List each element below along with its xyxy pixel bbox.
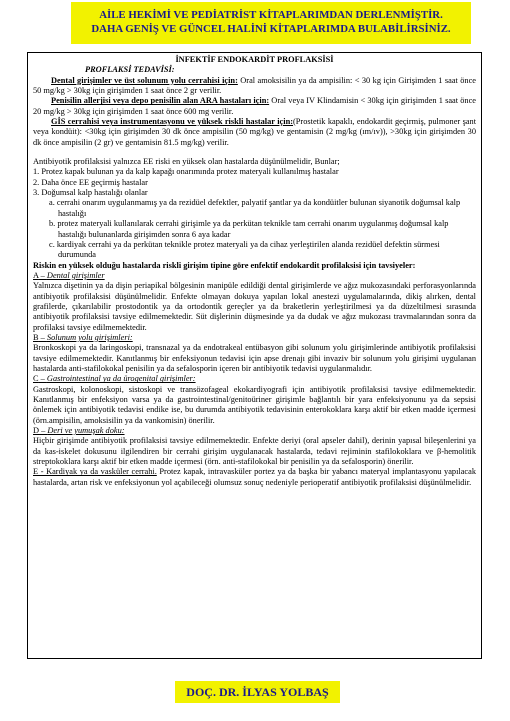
section-b-heading: B – Solunum yolu girişimleri: xyxy=(33,332,133,342)
sublist-item: b. protez materyali kullanılarak cerrahi girişimle ya da perkütan teknikle tam cerrahi onarım uygulanmış doğumsal kalp hastalığı bulunanlarda girişimden sonra 6 aya kadar xyxy=(49,219,449,239)
section-c-title: Gastrointestinal ya da ürogenital girişimler: xyxy=(46,374,196,384)
section-d-letter: D xyxy=(33,426,40,436)
spacer xyxy=(33,148,476,157)
section-d-text: Hiçbir girişimde antibiyotik profilaksisi tavsiye edilmemektedir. Enfekte deriyi (oral apseler dahil), derinin yapısal bileşenlerini ya da kas-iskelet dokusunu ilgilendiren bir cerrahi girişim uygulanacak hastalarda, tedavi rejiminin stafilokoklara ve β-hemolitik streptokoklara karşı aktif bir etken madde içermesi (örn. anti-stafilokokal bir penisilin ya da sefalosporin) önerilir. xyxy=(33,436,476,467)
list-item: 3. Doğumsal kalp hastalığı olanlar xyxy=(33,188,148,198)
section-d-title: Deri ve yumuşak doku: xyxy=(47,426,125,436)
section-b-text: Bronkoskopi ya da laringoskopi, transnazal ya da endotrakeal entübasyon gibi solunum yolu girişimlerinde antibiyotik profilaksisi tavsiye edilmemektedir. Kanıtlanmış bir enfeksiyonun tedavisi için apse drenajı gibi invaziv bir solunum yolu girişimi uygulanan hastalarda anti-stafilokokal penisilin ya da sefalosporin içeren bir antibiyotik tedavisi uygulanmalıdır. xyxy=(33,343,476,373)
list-item: 2. Daha önce EE geçirmiş hastalar xyxy=(33,177,148,187)
intro-text: Antibiyotik profilaksisi yalnızca EE riski en yüksek olan hastalarda düşünülmelidir, Bunlar; xyxy=(33,157,340,167)
section-e-text: Protez kapak, intravasküler portez ya da başka bir yabancı materyal implantasyonu yapılacak hastalarda, artan risk ve enfeksiyonun yol açabileceği olumsuz sonuç nedeniyle perioperatif antibiyotik profilaksisi düşünülmelidir. xyxy=(33,467,476,487)
author-footer: DOÇ. DR. İLYAS YOLBAŞ xyxy=(175,681,340,703)
dental-label: Dental girişimler ve üst solunum yolu cerrahisi için: xyxy=(51,75,238,85)
section-a-letter: A xyxy=(33,270,39,280)
risk-heading: Riskin en yüksek olduğu hastalarda riskli girişim tipine göre enfektif endokardit profilaksisi için tavsiyeler: xyxy=(33,260,416,270)
banner-line-1: AİLE HEKİMİ VE PEDİATRİST KİTAPLARIMDAN DERLENMİŞTİR. xyxy=(99,9,443,21)
section-a-text: Yalnızca dişetinin ya da dişin periapikal bölgesinin manipüle edildiği dental girişimlerde ve ağız mukozasındaki perforasyonlarında antibiyotik profilaksisi düşünülmelidir. Enfekte olmayan dokuya yapılan lokal anestezi uygulamalarında, dikiş alırken, dental grafilerde, çıkarılabilir prostodontik ya da ortodontik gereçler ya da braketlerin yerleştirilmesi ya da düzeltilmesi sırasında antibiyotik profilaksisi tavsiye edilmemektedir. Süt dişlerinin düşmesinde ya da dudak ve ağız mukozası travmalarından sonra da profilaksi tavsiye edilmemektedir. xyxy=(33,281,476,332)
sublist-item: c. kardiyak cerrahi ya da perkütan teknikle protez materyali ya da cihaz yerleştirilen alanda rezidüel defektin sürmesi durumunda xyxy=(49,239,440,260)
header-banner xyxy=(71,2,471,44)
document-title: İNFEKTİF ENDOKARDİT PROFLAKSİSİ xyxy=(175,55,334,64)
document-subtitle: PROFLAKSİ TEDAVİSİ: xyxy=(85,65,175,75)
section-b-letter: B xyxy=(33,332,39,342)
dental-text: Oral amoksisilin ya da ampisilin: < 30 kg için Girişimden 1 saat önce 50 mg/kg > 30kg için girişimden 1 saat önce 2 gr verilir. xyxy=(33,75,477,96)
gis-text: (Prostetik kapaklı, endokardit geçirmiş, pulmoner şant veya kondüit): <30kg için girişimden 30 dk önce ampisilin (50 mg/kg) ve gentamisin (2 mg/kg (ım/ıv)), >30kg için girişimden 30 dk önce ampisilin (2 gr) ve gentamisin 81.5 mg/kg) verilir. xyxy=(33,117,477,147)
section-e-label: E - Kardiyak ya da vasküler cerrahi. xyxy=(33,467,157,477)
section-e-paragraph xyxy=(33,467,476,488)
section-c-letter: C xyxy=(33,374,39,384)
sublist-item: a. cerrahi onarım uygulanmamış ya da rezidüel defektler, palyatif şantlar ya da kondüitler bulunan siyanotik doğumsal kalp hastalığı xyxy=(49,198,461,218)
section-c-heading: C – Gastrointestinal ya da ürogenital girişimler: xyxy=(33,374,196,384)
document-frame xyxy=(27,52,482,659)
banner-line-2: DAHA GENİŞ VE GÜNCEL HALİNİ KİTAPLARIMDA BULABİLİRSİNİZ. xyxy=(91,23,451,35)
section-a-title: Dental girişimler xyxy=(46,270,105,280)
gis-paragraph xyxy=(33,117,476,148)
penicillin-paragraph xyxy=(33,96,476,117)
list-item: 1. Protez kapak bulunan ya da kalp kapağı onarımında protez materyali kullanılmış hastalar xyxy=(33,167,339,177)
section-a-heading: A – Dental girişimler xyxy=(33,270,105,280)
penicillin-label: Penisilin allerjisi veya depo penisilin alan ARA hastaları için: xyxy=(51,96,270,106)
gis-label: GİS cerrahisi veya instrumentasyonu ve yüksek riskli hastalar için: xyxy=(51,117,294,127)
section-b-title: Solunum yolu girişimleri: xyxy=(46,332,133,342)
section-d-heading: D – Deri ve yumuşak doku: xyxy=(33,426,125,436)
penicillin-text: Oral veya IV Klindamisin < 30kg için girişimden 1 saat önce 20 mg/kg > 30kg için girişimden 1 saat önce 600 mg verilir. xyxy=(33,96,477,116)
section-c-text: Gastroskopi, kolonoskopi, sistoskopi ve transözofageal ekokardiyografi için antibiyotik profilaksisi tavsiye edilmemektedir. Kanıtlanmış bir enfeksiyon varsa ya da gastrointestinal/genitoüriner girişimle bağlantılı bir yara enfeksiyonunu ya da sepsisi önlemek için antibiyotik tedavisi endike ise, bu durumda antibiyotik tedavisinin enterokoklara karşı aktif bir etken madde içermesi (örn.ampisilin, amoksisilin ya da vankomisin) önerilir. xyxy=(33,384,476,425)
dental-paragraph xyxy=(33,76,476,97)
